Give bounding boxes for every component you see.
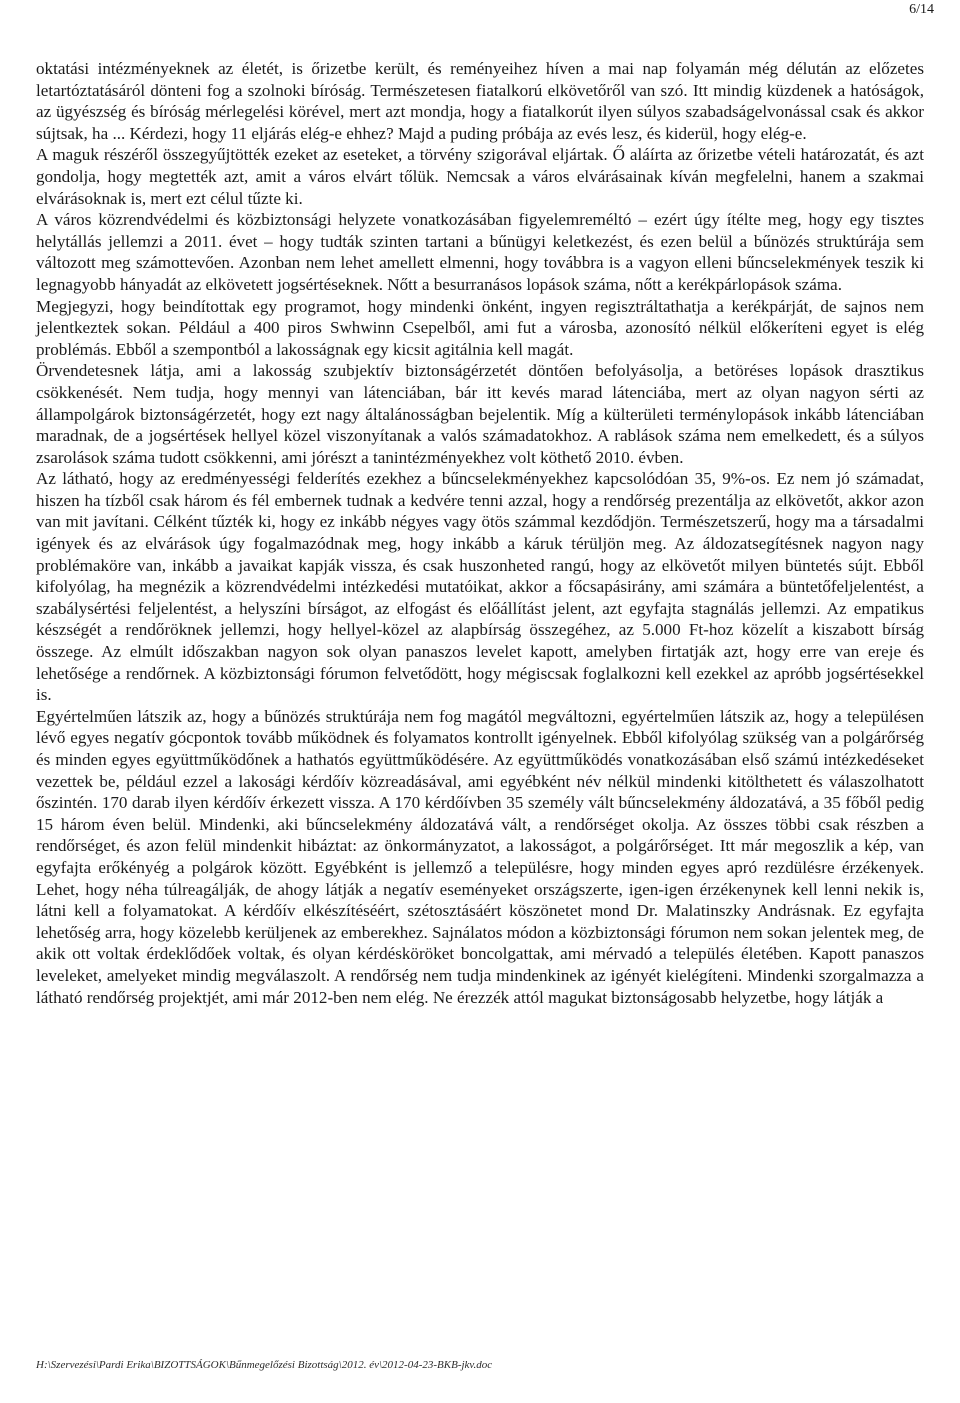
paragraph: oktatási intézményeknek az életét, is őrizetbe került, és reményeihez híven a mai nap folyamán még délután az előzetes letartóztatásáról dönteni fog a szolnoki bíróság. Természetesen fiatalkorú elkövetőről van szó. Itt mindig küzdenek a hatóságok, az ügyészség és bíróság mérlegelési körével, mert azt mondja, hogy a fiatalkorút ilyen súlyos szabadságelvonással csak és akkor sújtsak, ha ... Kérdezi, hogy 11 eljárás elég-e ehhez? Majd a puding próbája az evés lesz, és kiderül, hogy elég-e. [36, 59, 924, 143]
paragraph: Egyértelműen látszik az, hogy a bűnözés struktúrája nem fog magától megváltozni, egyértelműen látszik az, hogy a településen lévő egyes negatív gócpontok tovább működnek és folyamatos kontrollt igényelnek. Ebből kifolyólag szükség van a polgárőrség és minden egyes együttműködőnek a hathatós együttműködésére. Az együttműködés vonatkozásában első számú intézkedéseket vezettek be, például ezzel a lakosági kérdőív közreadásával, ami egyébként név nélkül mindenki kitölthetett és válaszolhatott őszintén. 170 darab ilyen kérdőív érkezett vissza. A 170 kérdőívben 35 személy vált bűncselekmény áldozatává, a 35 főből pedig 15 három éven belül. Mindenki, aki bűncselekmény áldozatává vált, a rendőrséget okolja. Az összes többi csak részben a rendőrséget, és azon felül mindenkit hibáztat: az önkormányzatot, a lakosságot, a polgárőrséget. Itt már megoszlik a kép, van egyfajta erőkényég a polgárok között. Egyébként is jellemző a településre, hogy minden egyes apró rezdülésre érzékenyek. Lehet, hogy néha túlreagálják, de ahogy látják a negatív eseményeket országszerte, igen-igen érzékenynek kell lenni nekik is, látni kell a folyamatokat. A kérdőív elkészítéséért, szétosztásáért köszönetet mond Dr. Malatinszky Andrásnak. Ez egyfajta lehetőség arra, hogy közelebb kerüljenek az emberekhez. Sajnálatos módon a közbiztonsági fórumon nem sokan jelentek meg, de akik ott voltak érdeklődőek voltak, és olyan kérdésköröket boncolgattak, ami mérvadó a település életében. Kapott panaszos leveleket, amelyeket mindig megválaszolt. A rendőrség nem tudja mindenkinek az igényét kielégíteni. Mindenki szorgalmazza a látható rendőrség projektjét, ami már 2012-ben nem elég. Ne érezzék attól magukat biztonságosabb helyzetbe, hogy látják a [36, 706, 924, 1007]
footer-file-path: H:\Szervezési\Pardi Erika\BIZOTTSÁGOK\Bűnmegelőzési Bizottság\2012. év\2012-04-23-BKB-jkv.doc [36, 1359, 493, 1371]
paragraph: Az látható, hogy az eredményességi felderítés ezekhez a bűncselekményekhez kapcsolódóan 35, 9%-os. Ez nem jó számadat, hiszen ha tízből csak három és fél embernek tudnak a kedvére tenni azzal, hogy a rendőrség prezentálja az elkövetőt, akkor azon van mit javítani. Célként tűzték ki, hogy ez inkább négyes vagy ötös számmal kezdődjön. Természetszerű, hogy ma a társadalmi igények és az elvárások úgy fogalmazódnak meg, hogy inkább a káruk térüljön meg. Az áldozatsegítésnek nagyon nagy problémaköre van, inkább a javaikat kapják vissza, és csak huszonheted rangú, hogy az elkövetőt milyen büntetés sújt. Ebből kifolyólag, ha megnézik a közrendvédelmi intézkedési mutatóikat, akkor a főcsapásirány, ami számára a büntetőfeljelentést, a szabálysértési feljelentést, a helyszíni bírságot, az elfogást és előállítást jelent, azt egyfajta stagnálás jellemzi. Az empatikus készségét a rendőröknek jellemzi, hogy hellyel-közel az alapbírság összegéhez, az 5.000 Ft-hoz közelít a kiszabott bírság összege. Az elmúlt időszakban nagyon sok olyan panaszos levelet kapott, amelyben firtatják azt, hogy erre van ereje és lehetősége a rendőrnek. A közbiztonsági fórumon felvetődött, hogy mégiscsak foglalkozni kell ezekkel az apróbb jogsértésekkel is. [36, 469, 924, 705]
page-number: 6/14 [909, 2, 934, 17]
document-body [36, 58, 924, 1008]
paragraph: A maguk részéről összegyűjtötték ezeket az eseteket, a törvény szigorával eljártak. Ő aláírta az őrizetbe vételi határozatát, és azt gondolja, hogy megtették azt, amit a város elvárt tőlük. Nemcsak a város elvárásainak kíván megfelelni, hanem a szakmai elvárásoknak is, mert ezt célul tűzte ki. [36, 145, 924, 208]
paragraph: A város közrendvédelmi és közbiztonsági helyzete vonatkozásában figyelemreméltó – ezért úgy ítélte meg, hogy egy tisztes helytállás jellemzi a 2011. évet – hogy tudták szinten tartani a bűnügyi keletkezést, és ezen belül a bűnözés struktúrája sem változott meg számottevően. Azonban nem lehet amellett elmenni, hogy továbbra is a vagyon elleni bűncselekmények teszik ki legnagyobb hányadát az elkövetett jogsértéseknek. Nőtt a besurranásos lopások száma, nőtt a kerékpárlopások száma. [36, 210, 924, 294]
paragraph: Örvendetesnek látja, ami a lakosság szubjektív biztonságérzetét döntően befolyásolja, a betöréses lopások drasztikus csökkenését. Nem tudja, hogy mennyi van látenciában, bár itt kevés marad látenciába, mert az olyan nagyon sérti az állampolgárok biztonságérzetét, hogy ezt nagy általánosságban bejelentik. Míg a külterületi terménylopások inkább látenciában maradnak, de a jogsértések hellyel közel viszonyítanak a valós számadatokhoz. A rablások száma nem emelkedett, és a súlyos zsarolások száma tudott csökkenni, ami jórészt a tanintézményekhez volt köthető 2010. évben. [36, 361, 924, 467]
paragraph: Megjegyzi, hogy beindítottak egy programot, hogy mindenki önként, ingyen regisztráltathatja a kerékpárját, de sajnos nem jelentkeztek sokan. Például a 400 piros Swhwinn Csepelből, ami fut a városba, azonosító nélkül előkeríteni egyet is elég problémás. Ebből a szempontból a lakosságnak egy kicsit agitálnia kell magát. [36, 296, 924, 359]
